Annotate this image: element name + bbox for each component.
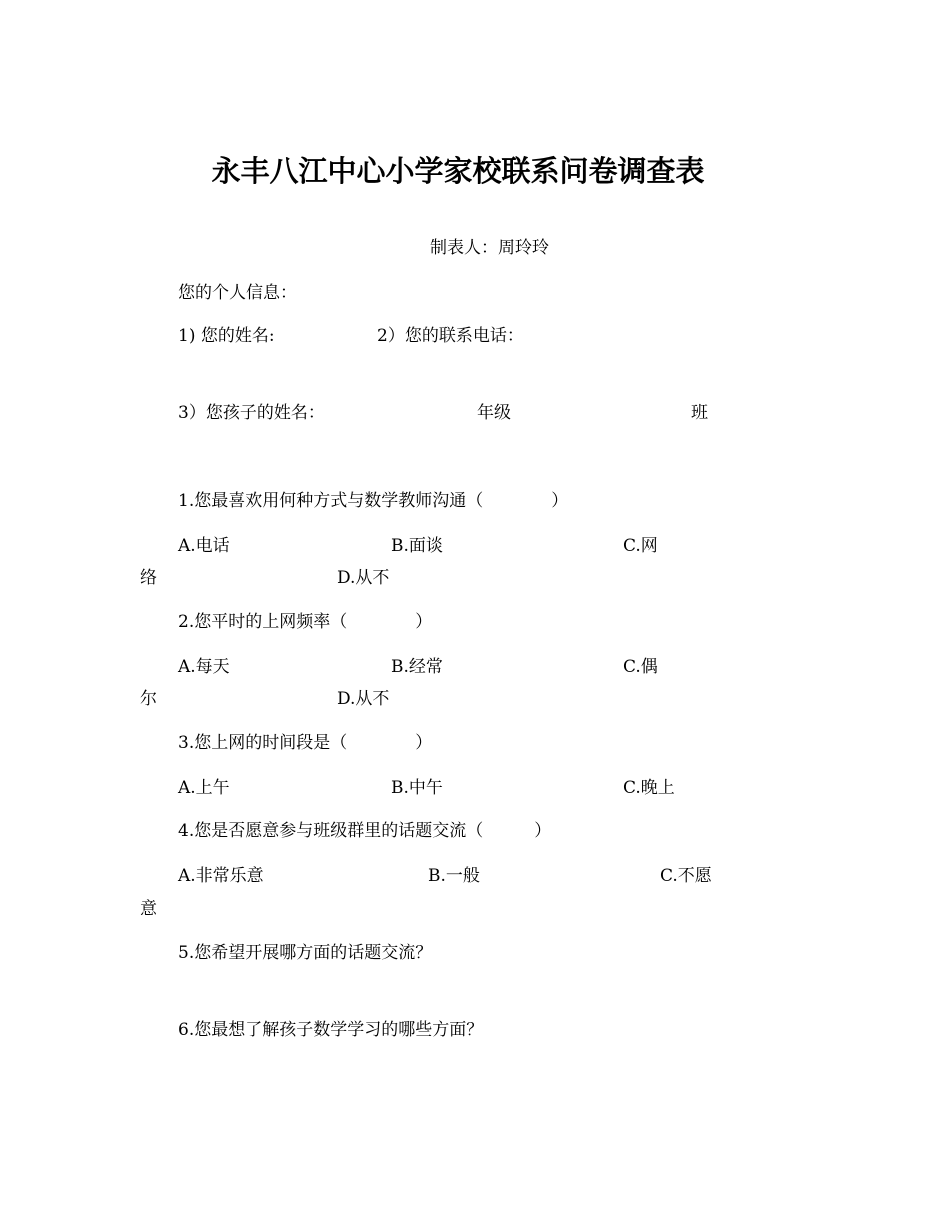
author-line: 制表人：周玲玲 (430, 238, 549, 258)
personal-info-heading: 您的个人信息： (178, 283, 297, 303)
question-4-text: 4.您是否愿意参与班级群里的话题交流（ ） (178, 821, 552, 841)
question-1-option-b: B.面谈 (391, 536, 443, 556)
question-2-option-d: D.从不 (337, 689, 390, 709)
class-field-label: 班 (691, 403, 708, 423)
grade-field-label: 年级 (477, 403, 511, 423)
question-2-option-c-wrap: 尔 (140, 689, 157, 709)
question-2-option-b: B.经常 (391, 657, 443, 677)
question-1-option-a: A.电话 (178, 536, 230, 556)
question-5-text: 5.您希望开展哪方面的话题交流？ (178, 943, 433, 963)
question-3-option-c: C.晚上 (623, 778, 675, 798)
question-4-option-c: C.不愿 (660, 866, 712, 886)
page-title: 永丰八江中心小学家校联系问卷调查表 (211, 154, 705, 188)
question-4-option-c-wrap: 意 (140, 899, 157, 919)
question-4-option-b: B.一般 (428, 866, 480, 886)
phone-field-label: 2）您的联系电话： (377, 326, 524, 346)
question-1-option-c-wrap: 络 (140, 568, 157, 588)
question-1-option-c: C.网 (623, 536, 658, 556)
question-4-option-a: A.非常乐意 (178, 866, 264, 886)
question-2-option-a: A.每天 (178, 657, 230, 677)
question-2-text: 2.您平时的上网频率（ ） (178, 612, 433, 632)
question-2-option-c: C.偶 (623, 657, 658, 677)
question-3-option-a: A.上午 (178, 778, 230, 798)
name-field-label: 1) 您的姓名: (178, 326, 275, 346)
question-1-text: 1.您最喜欢用何种方式与数学教师沟通（ ） (178, 491, 569, 511)
question-6-text: 6.您最想了解孩子数学学习的哪些方面？ (178, 1020, 484, 1040)
question-1-option-d: D.从不 (337, 568, 390, 588)
question-3-text: 3.您上网的时间段是（ ） (178, 733, 433, 753)
child-name-field-label: 3）您孩子的姓名： (178, 403, 325, 423)
question-3-option-b: B.中午 (391, 778, 443, 798)
